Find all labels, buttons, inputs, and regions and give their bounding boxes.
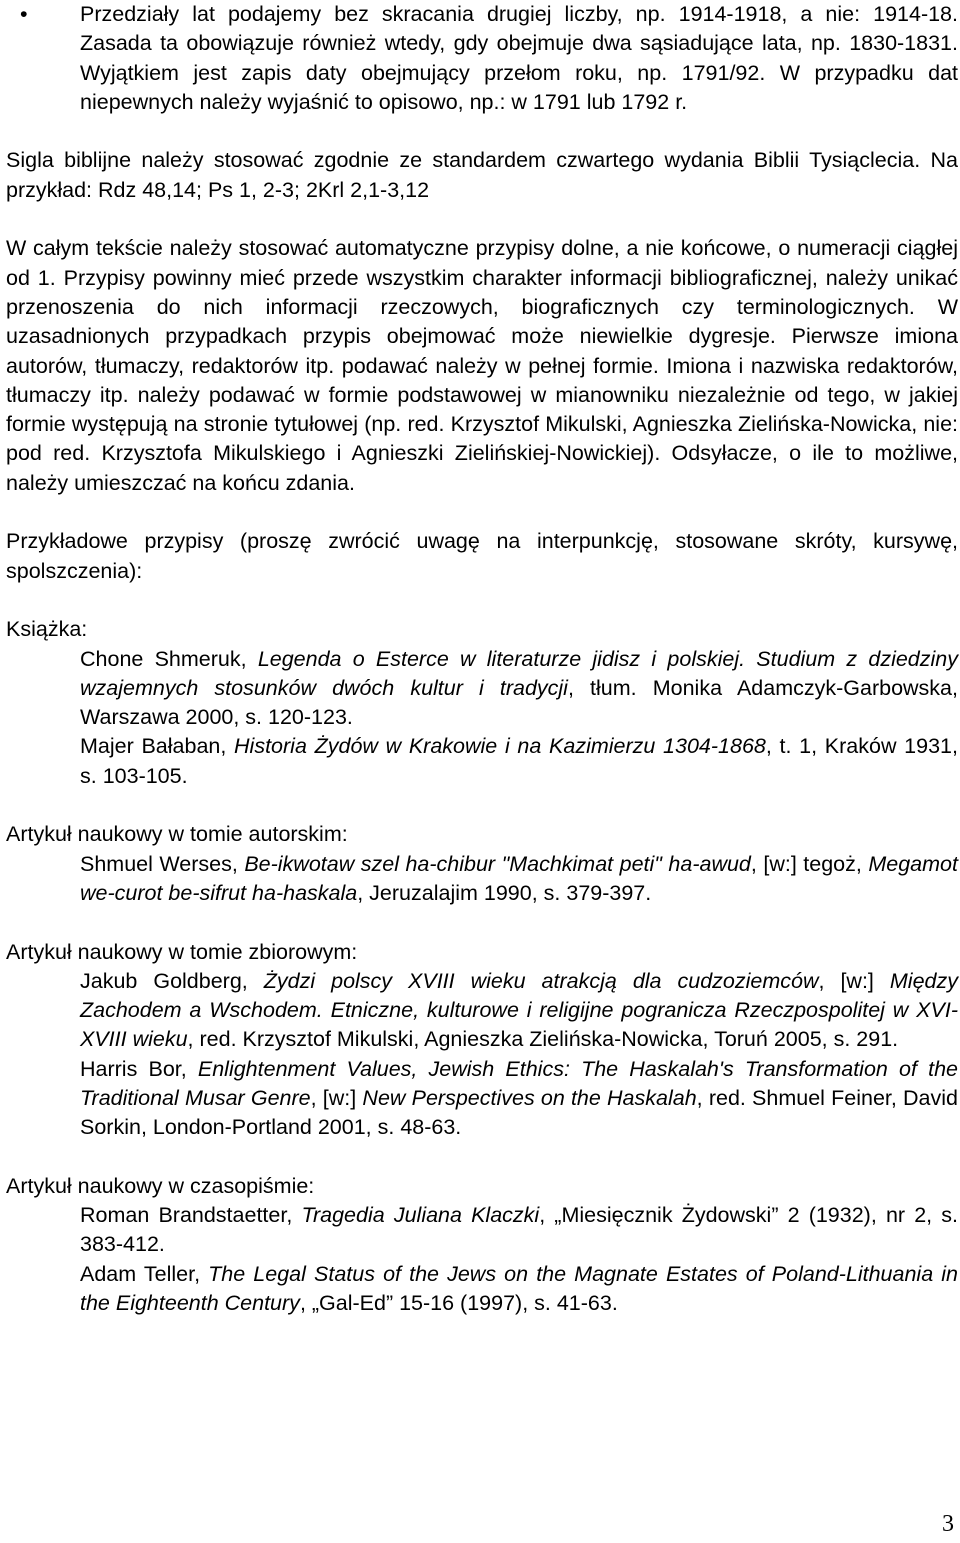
paragraph-przypisy: W całym tekście należy stosować automatyczne przypisy dolne, a nie końcowe, o numeracji ciągłej od 1. Przypisy powinny mieć przede wszystkim charakter informacji bibliograficznej, należy unikać przenoszenia do nich informacji rzeczowych, biograficznych czy terminologicznych. W uzasadnionych przypadkach przypis obejmować może niewielkie dygresje. Pierwsze imiona autorów, tłumaczy, redaktorów itp. podawać należy w pełnej formie. Imiona i nazwiska redaktorów, tłumaczy itp. należy podawać w formie podstawowej w mianowniku niezależnie od tego, w jakiej formie występują na stronie tytułowej (np. red. Krzysztof Mikulski, Agnieszka Zielińska-Nowicka, nie: pod red. Krzysztofa Mikulskiego i Agnieszki Zielińskiej-Nowickiej). Odsyłacze, o ile to możliwe, należy umieszczać na końcu zdania.: [6, 236, 958, 495]
list-item: [6, 0, 958, 117]
entry-details: , [w:] tegoż,: [750, 851, 869, 876]
entry-author: Jakub Goldberg,: [80, 968, 264, 993]
section-heading-ksiazka: Książka:: [6, 617, 88, 642]
entry-details: , [w:]: [818, 968, 890, 993]
entry-author: Adam Teller,: [80, 1261, 209, 1286]
entry-title: Tragedia Juliana Klaczki: [301, 1203, 540, 1228]
bibliography-entry: [6, 732, 958, 791]
entry-volume-title: New Perspectives on the Haskalah: [362, 1085, 697, 1110]
bibliography-entry: [6, 850, 958, 909]
entry-details: , [w:]: [310, 1085, 363, 1110]
entry-title: Historia Żydów w Krakowie i na Kazimierzu 1304-1868: [234, 734, 766, 759]
entry-volume-title: Między Zachodem a Wschodem. Etniczne, kulturowe i religijne pogranicza Rzeczpospolitej w XVI-XVIII wieku: [80, 968, 958, 1052]
bibliography-entry: [6, 1201, 958, 1260]
entry-author: Roman Brandstaetter,: [80, 1203, 302, 1228]
entry-author: Majer Bałaban,: [80, 734, 235, 759]
bibliography-entry: [6, 645, 958, 733]
entry-details: , Jeruzalajim 1990, s. 379-397.: [357, 880, 652, 905]
entry-title: Legenda o Esterce w literaturze jidisz i polskiej. Studium z dziedziny wzajemnych stosunków dwóch kultur i tradycji: [80, 646, 958, 700]
paragraph-sigla: Sigla biblijne należy stosować zgodnie ze standardem czwartego wydania Biblii Tysiąclecia. Na przykład: Rdz 48,14; Ps 1, 2-3; 2Krl 2,1-3,12: [6, 148, 958, 202]
entry-details: , red. Shmuel Feiner, David Sorkin, London-Portland 2001, s. 48-63.: [80, 1085, 958, 1140]
entry-details: , red. Krzysztof Mikulski, Agnieszka Zielińska-Nowicka, Toruń 2005, s. 291.: [187, 1027, 899, 1052]
entry-title: Enlightenment Values, Jewish Ethics: The Haskalah's Transformation of the Traditional Musar Genre: [80, 1056, 958, 1110]
bibliography-entry: [6, 967, 958, 1055]
document-page: [6, 0, 958, 1318]
entry-author: Shmuel Werses,: [80, 851, 245, 876]
entry-author: Chone Shmeruk,: [80, 646, 258, 671]
entry-details: , t. 1, Kraków 1931, s. 103-105.: [80, 734, 958, 788]
entry-author: Harris Bor,: [80, 1056, 198, 1081]
entry-title: Żydzi polscy XVIII wieku atrakcją dla cudzoziemców: [263, 968, 819, 993]
page-number: 3: [942, 1511, 954, 1537]
entry-title: The Legal Status of the Jews on the Magnate Estates of Poland-Lithuania in the Eighteenth Century: [80, 1261, 958, 1316]
entry-details: , „Gal-Ed” 15-16 (1997), s. 41-63.: [299, 1291, 618, 1316]
bullet-icon: •: [20, 2, 28, 26]
entry-details: , tłum. Monika Adamczyk-Garbowska, Warszawa 2000, s. 120-123.: [80, 675, 958, 730]
section-heading-zbiorowy: Artykuł naukowy w tomie zbiorowym:: [6, 939, 358, 964]
entry-volume-title: Megamot we-curot be-sifrut ha-haskala: [80, 851, 958, 905]
entry-title: Be-ikwotaw szel ha-chibur "Machkimat peti" ha-awud: [244, 851, 751, 876]
bullet-text: Przedziały lat podajemy bez skracania drugiej liczby, np. 1914-1918, a nie: 1914-18. Zasada ta obowiązuje również wtedy, gdy obejmuje dwa sąsiadujące lata, np. 1830-1831. Wyjątkiem jest zapis daty obejmujący przełom roku, np. 1791/92. W przypadku dat niepewnych należy wyjaśnić to opisowo, np.: w 1791 lub 1792 r.: [80, 2, 958, 114]
bibliography-entry: [6, 1260, 958, 1319]
bibliography-entry: [6, 1055, 958, 1143]
section-heading-autorski: Artykuł naukowy w tomie autorskim:: [6, 822, 348, 847]
entry-details: , „Miesięcznik Żydowski” 2 (1932), nr 2, s. 383-412.: [80, 1203, 958, 1257]
paragraph-przykladowe: Przykładowe przypisy (proszę zwrócić uwagę na interpunkcję, stosowane skróty, kursywę, spolszczenia):: [6, 529, 958, 583]
section-heading-czasopismo: Artykuł naukowy w czasopiśmie:: [6, 1173, 315, 1198]
